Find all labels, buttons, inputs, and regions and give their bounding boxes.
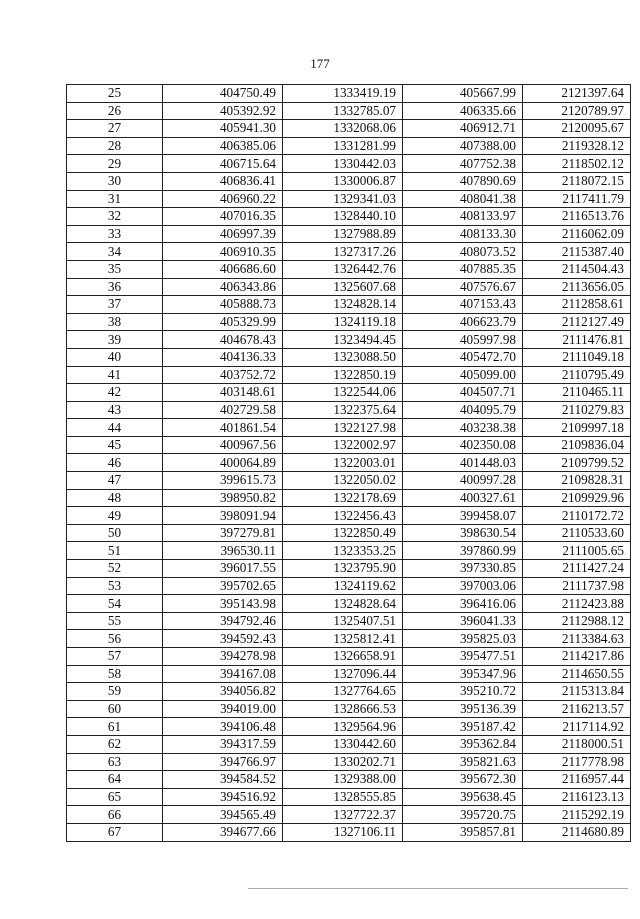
y2-cell: 2109828.31 — [523, 472, 631, 490]
y1-cell: 1322375.64 — [283, 401, 403, 419]
x1-cell: 406960.22 — [163, 190, 283, 208]
y2-cell: 2118000.51 — [523, 735, 631, 753]
table-row — [67, 718, 631, 736]
table-row — [67, 472, 631, 490]
x2-cell: 397860.99 — [403, 542, 523, 560]
y2-cell: 2110533.60 — [523, 524, 631, 542]
table-row — [67, 436, 631, 454]
table-row — [67, 155, 631, 173]
x1-cell: 394516.92 — [163, 788, 283, 806]
x2-cell: 395347.96 — [403, 665, 523, 683]
y1-cell: 1330442.60 — [283, 735, 403, 753]
table-row — [67, 331, 631, 349]
point-number-cell: 49 — [67, 507, 163, 525]
table-row — [67, 753, 631, 771]
table-row — [67, 366, 631, 384]
x2-cell: 395136.39 — [403, 700, 523, 718]
table-row — [67, 595, 631, 613]
x1-cell: 394056.82 — [163, 683, 283, 701]
y1-cell: 1322127.98 — [283, 419, 403, 437]
y2-cell: 2117778.98 — [523, 753, 631, 771]
y1-cell: 1322050.02 — [283, 472, 403, 490]
y1-cell: 1325407.51 — [283, 612, 403, 630]
table-row — [67, 85, 631, 103]
y1-cell: 1322456.43 — [283, 507, 403, 525]
y1-cell: 1325607.68 — [283, 278, 403, 296]
x2-cell: 397003.06 — [403, 577, 523, 595]
x1-cell: 406343.86 — [163, 278, 283, 296]
point-number-cell: 50 — [67, 524, 163, 542]
y2-cell: 2112127.49 — [523, 313, 631, 331]
y1-cell: 1327106.11 — [283, 823, 403, 841]
x2-cell: 395672.30 — [403, 771, 523, 789]
table-row — [67, 243, 631, 261]
table-row — [67, 806, 631, 824]
y2-cell: 2116957.44 — [523, 771, 631, 789]
point-number-cell: 41 — [67, 366, 163, 384]
x2-cell: 408073.52 — [403, 243, 523, 261]
y2-cell: 2115387.40 — [523, 243, 631, 261]
x1-cell: 396530.11 — [163, 542, 283, 560]
point-number-cell: 64 — [67, 771, 163, 789]
table-row — [67, 823, 631, 841]
coordinate-table — [66, 84, 631, 842]
x2-cell: 395638.45 — [403, 788, 523, 806]
y2-cell: 2110279.83 — [523, 401, 631, 419]
point-number-cell: 53 — [67, 577, 163, 595]
table-row — [67, 665, 631, 683]
table-row — [67, 137, 631, 155]
x2-cell: 396041.33 — [403, 612, 523, 630]
page-number: 177 — [310, 56, 330, 71]
point-number-cell: 33 — [67, 225, 163, 243]
table-row — [67, 489, 631, 507]
table-row — [67, 560, 631, 578]
y1-cell: 1323795.90 — [283, 560, 403, 578]
point-number-cell: 47 — [67, 472, 163, 490]
y2-cell: 2114650.55 — [523, 665, 631, 683]
table-row — [67, 700, 631, 718]
y1-cell: 1328555.85 — [283, 788, 403, 806]
x1-cell: 399615.73 — [163, 472, 283, 490]
y1-cell: 1324119.62 — [283, 577, 403, 595]
table-row — [67, 190, 631, 208]
y2-cell: 2114504.43 — [523, 260, 631, 278]
x2-cell: 395720.75 — [403, 806, 523, 824]
x2-cell: 407576.67 — [403, 278, 523, 296]
point-number-cell: 30 — [67, 172, 163, 190]
x1-cell: 394792.46 — [163, 612, 283, 630]
point-number-cell: 40 — [67, 348, 163, 366]
point-number-cell: 32 — [67, 208, 163, 226]
x1-cell: 394584.52 — [163, 771, 283, 789]
x2-cell: 405667.99 — [403, 85, 523, 103]
table-row — [67, 278, 631, 296]
point-number-cell: 59 — [67, 683, 163, 701]
y2-cell: 2111427.24 — [523, 560, 631, 578]
table-row — [67, 630, 631, 648]
x2-cell: 405099.00 — [403, 366, 523, 384]
x2-cell: 395477.51 — [403, 648, 523, 666]
point-number-cell: 63 — [67, 753, 163, 771]
x1-cell: 394278.98 — [163, 648, 283, 666]
x2-cell: 395210.72 — [403, 683, 523, 701]
point-number-cell: 57 — [67, 648, 163, 666]
x1-cell: 406715.64 — [163, 155, 283, 173]
y1-cell: 1322850.19 — [283, 366, 403, 384]
table-row — [67, 507, 631, 525]
point-number-cell: 65 — [67, 788, 163, 806]
point-number-cell: 42 — [67, 384, 163, 402]
y2-cell: 2110795.49 — [523, 366, 631, 384]
x1-cell: 406836.41 — [163, 172, 283, 190]
table-row — [67, 120, 631, 138]
table-row — [67, 577, 631, 595]
table-row — [67, 208, 631, 226]
y2-cell: 2109997.18 — [523, 419, 631, 437]
x1-cell: 395143.98 — [163, 595, 283, 613]
table-row — [67, 225, 631, 243]
point-number-cell: 43 — [67, 401, 163, 419]
x1-cell: 402729.58 — [163, 401, 283, 419]
x1-cell: 394106.48 — [163, 718, 283, 736]
x1-cell: 405329.99 — [163, 313, 283, 331]
y2-cell: 2111737.98 — [523, 577, 631, 595]
point-number-cell: 55 — [67, 612, 163, 630]
x2-cell: 403238.38 — [403, 419, 523, 437]
x2-cell: 407752.38 — [403, 155, 523, 173]
table-row — [67, 771, 631, 789]
y1-cell: 1326442.76 — [283, 260, 403, 278]
x2-cell: 397330.85 — [403, 560, 523, 578]
x2-cell: 399458.07 — [403, 507, 523, 525]
point-number-cell: 28 — [67, 137, 163, 155]
x2-cell: 401448.03 — [403, 454, 523, 472]
y2-cell: 2114217.86 — [523, 648, 631, 666]
point-number-cell: 46 — [67, 454, 163, 472]
table-row — [67, 524, 631, 542]
x1-cell: 404136.33 — [163, 348, 283, 366]
x1-cell: 400064.89 — [163, 454, 283, 472]
x2-cell: 407388.00 — [403, 137, 523, 155]
x1-cell: 396017.55 — [163, 560, 283, 578]
y2-cell: 2110465.11 — [523, 384, 631, 402]
x2-cell: 407885.35 — [403, 260, 523, 278]
x1-cell: 401861.54 — [163, 419, 283, 437]
y2-cell: 2117411.79 — [523, 190, 631, 208]
x2-cell: 408041.38 — [403, 190, 523, 208]
x2-cell: 395825.03 — [403, 630, 523, 648]
x1-cell: 394592.43 — [163, 630, 283, 648]
x1-cell: 400967.56 — [163, 436, 283, 454]
footer-divider — [248, 888, 628, 889]
y1-cell: 1327988.89 — [283, 225, 403, 243]
y1-cell: 1330202.71 — [283, 753, 403, 771]
y1-cell: 1328666.53 — [283, 700, 403, 718]
table-row — [67, 648, 631, 666]
y2-cell: 2119328.12 — [523, 137, 631, 155]
x1-cell: 398950.82 — [163, 489, 283, 507]
y2-cell: 2121397.64 — [523, 85, 631, 103]
x2-cell: 400997.28 — [403, 472, 523, 490]
y2-cell: 2117114.92 — [523, 718, 631, 736]
x2-cell: 395857.81 — [403, 823, 523, 841]
y2-cell: 2111049.18 — [523, 348, 631, 366]
x2-cell: 405472.70 — [403, 348, 523, 366]
y2-cell: 2116123.13 — [523, 788, 631, 806]
x2-cell: 395187.42 — [403, 718, 523, 736]
table-row — [67, 260, 631, 278]
point-number-cell: 60 — [67, 700, 163, 718]
x1-cell: 404750.49 — [163, 85, 283, 103]
y2-cell: 2118072.15 — [523, 172, 631, 190]
y2-cell: 2111476.81 — [523, 331, 631, 349]
point-number-cell: 38 — [67, 313, 163, 331]
point-number-cell: 54 — [67, 595, 163, 613]
table-row — [67, 296, 631, 314]
y2-cell: 2109836.04 — [523, 436, 631, 454]
y2-cell: 2116513.76 — [523, 208, 631, 226]
x1-cell: 407016.35 — [163, 208, 283, 226]
table-row — [67, 683, 631, 701]
x1-cell: 394167.08 — [163, 665, 283, 683]
y1-cell: 1325812.41 — [283, 630, 403, 648]
x1-cell: 404678.43 — [163, 331, 283, 349]
x1-cell: 394565.49 — [163, 806, 283, 824]
y2-cell: 2115313.84 — [523, 683, 631, 701]
point-number-cell: 48 — [67, 489, 163, 507]
y2-cell: 2113656.05 — [523, 278, 631, 296]
table-row — [67, 102, 631, 120]
x1-cell: 394317.59 — [163, 735, 283, 753]
point-number-cell: 52 — [67, 560, 163, 578]
y2-cell: 2112858.61 — [523, 296, 631, 314]
table-row — [67, 401, 631, 419]
x1-cell: 406385.06 — [163, 137, 283, 155]
x1-cell: 405888.73 — [163, 296, 283, 314]
y2-cell: 2120789.97 — [523, 102, 631, 120]
y1-cell: 1322002.97 — [283, 436, 403, 454]
x2-cell: 398630.54 — [403, 524, 523, 542]
y1-cell: 1329564.96 — [283, 718, 403, 736]
table-row — [67, 454, 631, 472]
y1-cell: 1323088.50 — [283, 348, 403, 366]
table-row — [67, 419, 631, 437]
x2-cell: 402350.08 — [403, 436, 523, 454]
x2-cell: 408133.97 — [403, 208, 523, 226]
y1-cell: 1327722.37 — [283, 806, 403, 824]
y2-cell: 2120095.67 — [523, 120, 631, 138]
point-number-cell: 31 — [67, 190, 163, 208]
point-number-cell: 34 — [67, 243, 163, 261]
table-row — [67, 735, 631, 753]
x2-cell: 406912.71 — [403, 120, 523, 138]
y2-cell: 2110172.72 — [523, 507, 631, 525]
y2-cell: 2113384.63 — [523, 630, 631, 648]
point-number-cell: 25 — [67, 85, 163, 103]
point-number-cell: 27 — [67, 120, 163, 138]
point-number-cell: 61 — [67, 718, 163, 736]
point-number-cell: 67 — [67, 823, 163, 841]
y2-cell: 2116213.57 — [523, 700, 631, 718]
y1-cell: 1326658.91 — [283, 648, 403, 666]
y1-cell: 1322544.06 — [283, 384, 403, 402]
y1-cell: 1324828.14 — [283, 296, 403, 314]
point-number-cell: 45 — [67, 436, 163, 454]
y2-cell: 2109799.52 — [523, 454, 631, 472]
y1-cell: 1328440.10 — [283, 208, 403, 226]
point-number-cell: 51 — [67, 542, 163, 560]
table-row — [67, 788, 631, 806]
y2-cell: 2112988.12 — [523, 612, 631, 630]
x2-cell: 395362.84 — [403, 735, 523, 753]
y2-cell: 2115292.19 — [523, 806, 631, 824]
point-number-cell: 62 — [67, 735, 163, 753]
table-row — [67, 542, 631, 560]
x1-cell: 395702.65 — [163, 577, 283, 595]
y2-cell: 2111005.65 — [523, 542, 631, 560]
y1-cell: 1324119.18 — [283, 313, 403, 331]
y1-cell: 1330442.03 — [283, 155, 403, 173]
point-number-cell: 44 — [67, 419, 163, 437]
x1-cell: 398091.94 — [163, 507, 283, 525]
y1-cell: 1332068.06 — [283, 120, 403, 138]
y1-cell: 1329388.00 — [283, 771, 403, 789]
y2-cell: 2114680.89 — [523, 823, 631, 841]
point-number-cell: 58 — [67, 665, 163, 683]
point-number-cell: 56 — [67, 630, 163, 648]
table-row — [67, 384, 631, 402]
x2-cell: 396416.06 — [403, 595, 523, 613]
x2-cell: 407153.43 — [403, 296, 523, 314]
x1-cell: 405392.92 — [163, 102, 283, 120]
table-row — [67, 313, 631, 331]
x1-cell: 403752.72 — [163, 366, 283, 384]
x1-cell: 394019.00 — [163, 700, 283, 718]
x1-cell: 394677.66 — [163, 823, 283, 841]
x1-cell: 397279.81 — [163, 524, 283, 542]
y1-cell: 1322003.01 — [283, 454, 403, 472]
x2-cell: 407890.69 — [403, 172, 523, 190]
x2-cell: 408133.30 — [403, 225, 523, 243]
y1-cell: 1324828.64 — [283, 595, 403, 613]
y1-cell: 1323494.45 — [283, 331, 403, 349]
y1-cell: 1331281.99 — [283, 137, 403, 155]
y2-cell: 2118502.12 — [523, 155, 631, 173]
y2-cell: 2109929.96 — [523, 489, 631, 507]
table-row — [67, 612, 631, 630]
y1-cell: 1327096.44 — [283, 665, 403, 683]
x2-cell: 406623.79 — [403, 313, 523, 331]
y1-cell: 1322850.49 — [283, 524, 403, 542]
x1-cell: 406997.39 — [163, 225, 283, 243]
point-number-cell: 39 — [67, 331, 163, 349]
coordinate-table-body — [67, 85, 631, 842]
point-number-cell: 26 — [67, 102, 163, 120]
x1-cell: 405941.30 — [163, 120, 283, 138]
y2-cell: 2116062.09 — [523, 225, 631, 243]
y1-cell: 1330006.87 — [283, 172, 403, 190]
x2-cell: 404095.79 — [403, 401, 523, 419]
x2-cell: 400327.61 — [403, 489, 523, 507]
x1-cell: 406910.35 — [163, 243, 283, 261]
point-number-cell: 29 — [67, 155, 163, 173]
y1-cell: 1333419.19 — [283, 85, 403, 103]
y1-cell: 1323353.25 — [283, 542, 403, 560]
x2-cell: 405997.98 — [403, 331, 523, 349]
x2-cell: 395821.63 — [403, 753, 523, 771]
x2-cell: 406335.66 — [403, 102, 523, 120]
y2-cell: 2112423.88 — [523, 595, 631, 613]
x1-cell: 403148.61 — [163, 384, 283, 402]
y1-cell: 1329341.03 — [283, 190, 403, 208]
y1-cell: 1322178.69 — [283, 489, 403, 507]
point-number-cell: 37 — [67, 296, 163, 314]
x2-cell: 404507.71 — [403, 384, 523, 402]
point-number-cell: 36 — [67, 278, 163, 296]
point-number-cell: 66 — [67, 806, 163, 824]
y1-cell: 1327764.65 — [283, 683, 403, 701]
table-row — [67, 172, 631, 190]
table-row — [67, 348, 631, 366]
y1-cell: 1327317.26 — [283, 243, 403, 261]
x1-cell: 406686.60 — [163, 260, 283, 278]
x1-cell: 394766.97 — [163, 753, 283, 771]
y1-cell: 1332785.07 — [283, 102, 403, 120]
point-number-cell: 35 — [67, 260, 163, 278]
